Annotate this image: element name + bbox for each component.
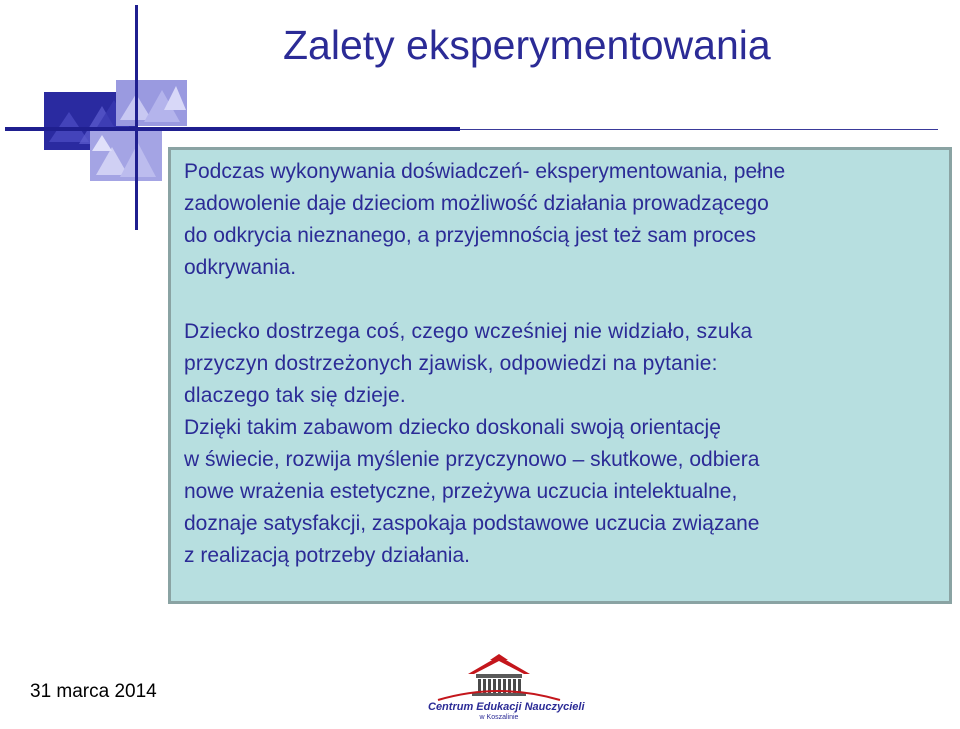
decorative-horizontal-line-thin xyxy=(460,129,938,130)
slide-title: Zalety eksperymentowania xyxy=(283,22,771,68)
building-icon xyxy=(428,652,570,702)
organization-logo xyxy=(428,652,585,724)
paragraph-3: Dzięki takim zabawom dziecko doskonali swoją orientację w świecie, rozwija myślenie przyczynowo – skutkowe, odbiera nowe wrażenia estetyczne, przeżywa uczucia intelektualne, doznaje satysfakcji, zaspokaja podstawowe uczucia związane z realizacją potrzeby działania. xyxy=(184,416,760,567)
content-box xyxy=(168,147,952,604)
footer-date: 31 marca 2014 xyxy=(30,681,157,702)
decorative-vertical-line xyxy=(135,5,138,230)
logo-location: w Koszalinie xyxy=(479,714,519,721)
decorative-horizontal-line-thick xyxy=(5,127,460,131)
paragraph-1: Podczas wykonywania doświadczeń- eksperymentowania, pełne zadowolenie daje dzieciom możliwość działania prowadzącego do odkrycia nieznanego, a przyjemnością jest też sam proces odkrywania. xyxy=(184,160,786,279)
paragraph-2: Dziecko dostrzega coś, czego wcześniej nie widziało, szuka przyczyn dostrzeżonych zjawisk, odpowiedzi na pytanie: dlaczego tak się dzieje. xyxy=(184,320,753,407)
logo-name: Centrum Edukacji Nauczycieli xyxy=(428,701,585,713)
decorative-tile-light-top xyxy=(116,80,187,126)
decorative-tile-light-bottom xyxy=(90,131,162,181)
